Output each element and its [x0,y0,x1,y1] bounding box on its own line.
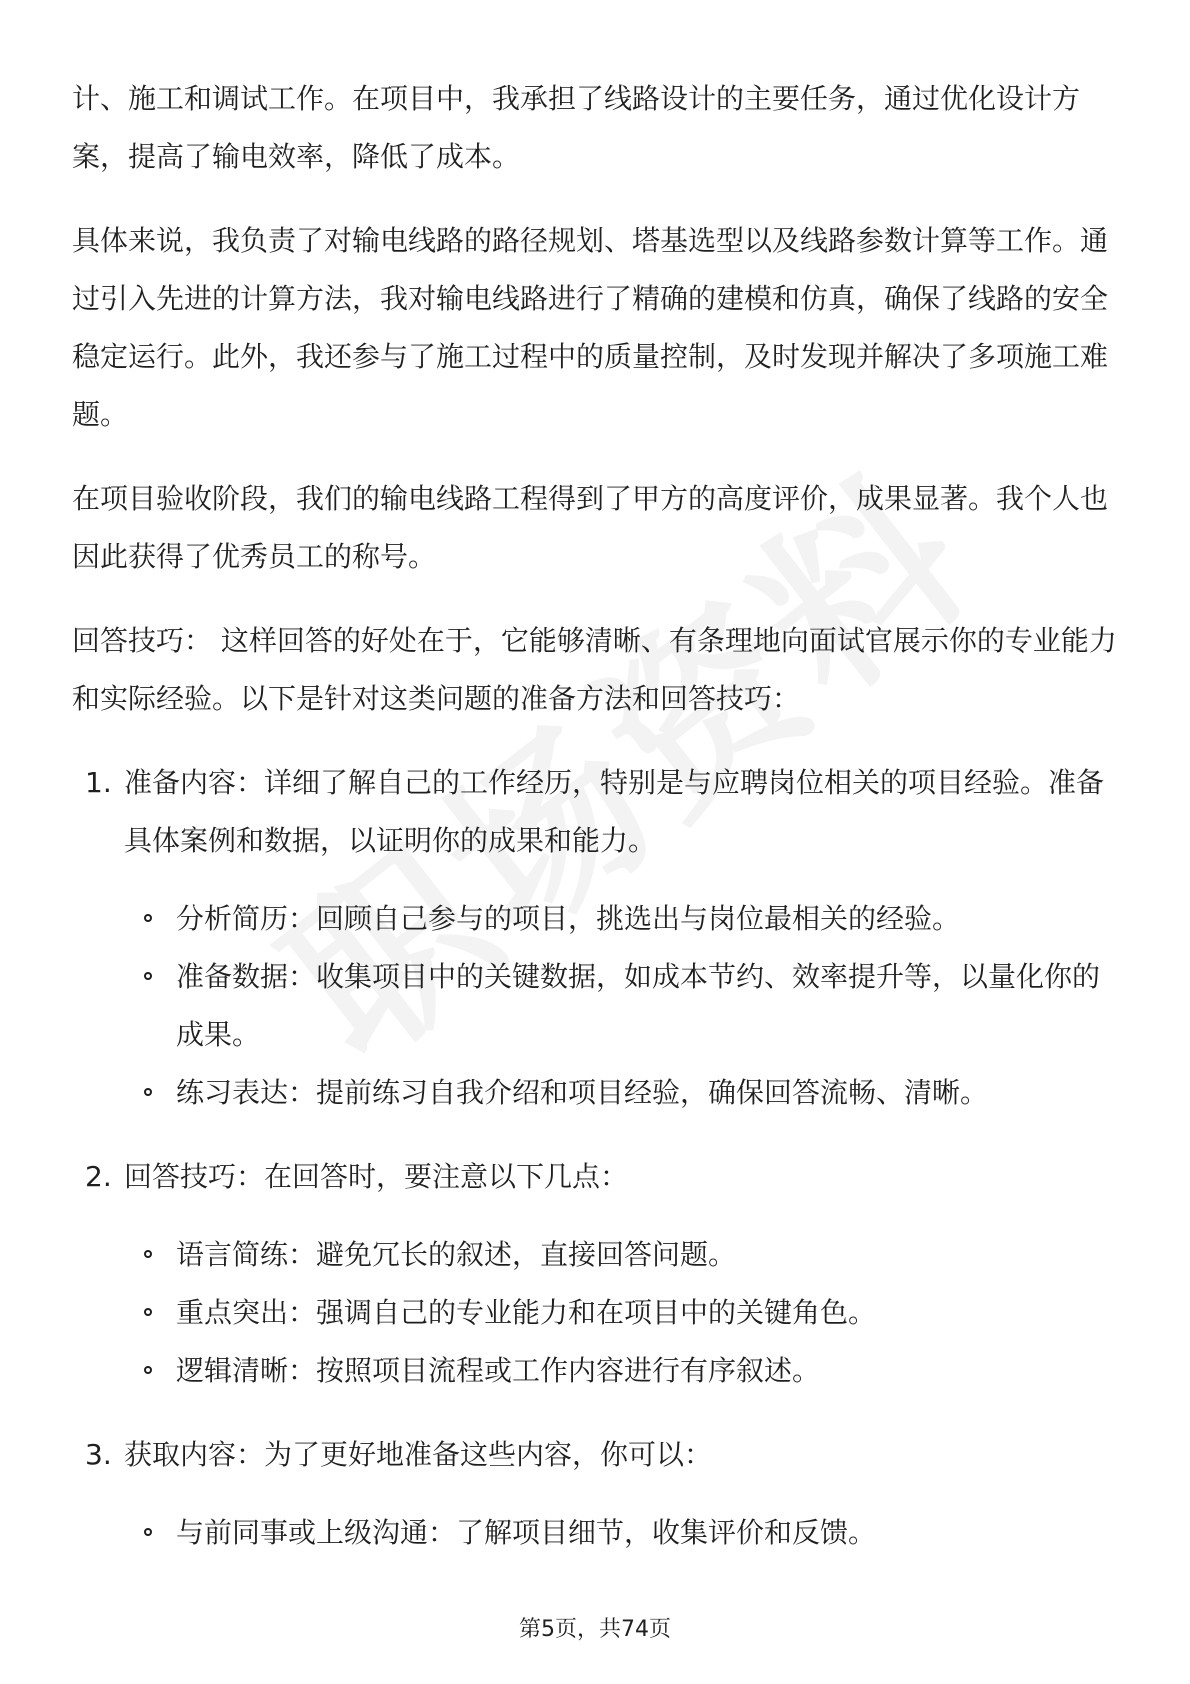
paragraph-intro-continued: 计、施工和调试工作。在项目中，我承担了线路设计的主要任务，通过优化设计方案，提高了输电效率，降低了成本。 [72,82,1081,173]
list-item-answer-tips [72,1148,1122,1400]
circle-bullet-icon [144,914,152,922]
page-number-footer: 第5页，共74页 [519,1617,671,1642]
sub-item [124,1342,1122,1400]
sub-item [124,890,1122,948]
sub-item [124,948,1122,1064]
list-number: 3. [85,1438,112,1471]
circle-bullet-icon [144,1528,152,1536]
circle-bullet-icon [144,1308,152,1316]
circle-bullet-icon [144,1088,152,1096]
list-item-get-content [72,1426,1122,1562]
list-item-text: 准备内容：详细了解自己的工作经历，特别是与应聘岗位相关的项目经验。准备具体案例和数据，以证明你的成果和能力。 [124,766,1105,857]
list-number: 2. [85,1160,112,1193]
sub-item [124,1284,1122,1342]
paragraph-answer-tips: 回答技巧： 这样回答的好处在于，它能够清晰、有条理地向面试官展示你的专业能力和实际经验。以下是针对这类问题的准备方法和回答技巧： [72,624,1117,715]
sub-list [124,890,1122,1122]
list-item-text: 回答技巧：在回答时，要注意以下几点： [124,1160,629,1193]
sub-item-text: 分析简历：回顾自己参与的项目，挑选出与岗位最相关的经验。 [176,902,961,935]
sub-list [124,1504,1122,1562]
circle-bullet-icon [144,972,152,980]
numbered-list [72,754,1122,1562]
sub-list [124,1226,1122,1400]
sub-item-text: 准备数据：收集项目中的关键数据，如成本节约、效率提升等，以量化你的成果。 [176,960,1101,1051]
sub-item-text: 语言简练：避免冗长的叙述，直接回答问题。 [176,1238,737,1271]
sub-item-text: 练习表达：提前练习自我介绍和项目经验，确保回答流畅、清晰。 [176,1076,989,1109]
sub-item-text: 逻辑清晰：按照项目流程或工作内容进行有序叙述。 [176,1354,821,1387]
paragraph-details: 具体来说，我负责了对输电线路的路径规划、塔基选型以及线路参数计算等工作。通过引入先进的计算方法，我对输电线路进行了精确的建模和仿真，确保了线路的安全稳定运行。此外，我还参与了施工过程中的质量控制，及时发现并解决了多项施工难题。 [72,224,1109,431]
circle-bullet-icon [144,1250,152,1258]
list-item-text: 获取内容：为了更好地准备这些内容，你可以： [124,1438,713,1471]
list-item-prepare-content [72,754,1122,1122]
circle-bullet-icon [144,1366,152,1374]
sub-item [124,1504,1122,1562]
paragraph-acceptance: 在项目验收阶段，我们的输电线路工程得到了甲方的高度评价，成果显著。我个人也因此获得了优秀员工的称号。 [72,482,1109,573]
sub-item [124,1064,1122,1122]
sub-item-text: 与前同事或上级沟通：了解项目细节，收集评价和反馈。 [176,1516,877,1549]
sub-item-text: 重点突出：强调自己的专业能力和在项目中的关键角色。 [176,1296,877,1329]
sub-item [124,1226,1122,1284]
document-body [72,70,1122,1588]
list-number: 1. [85,766,112,799]
